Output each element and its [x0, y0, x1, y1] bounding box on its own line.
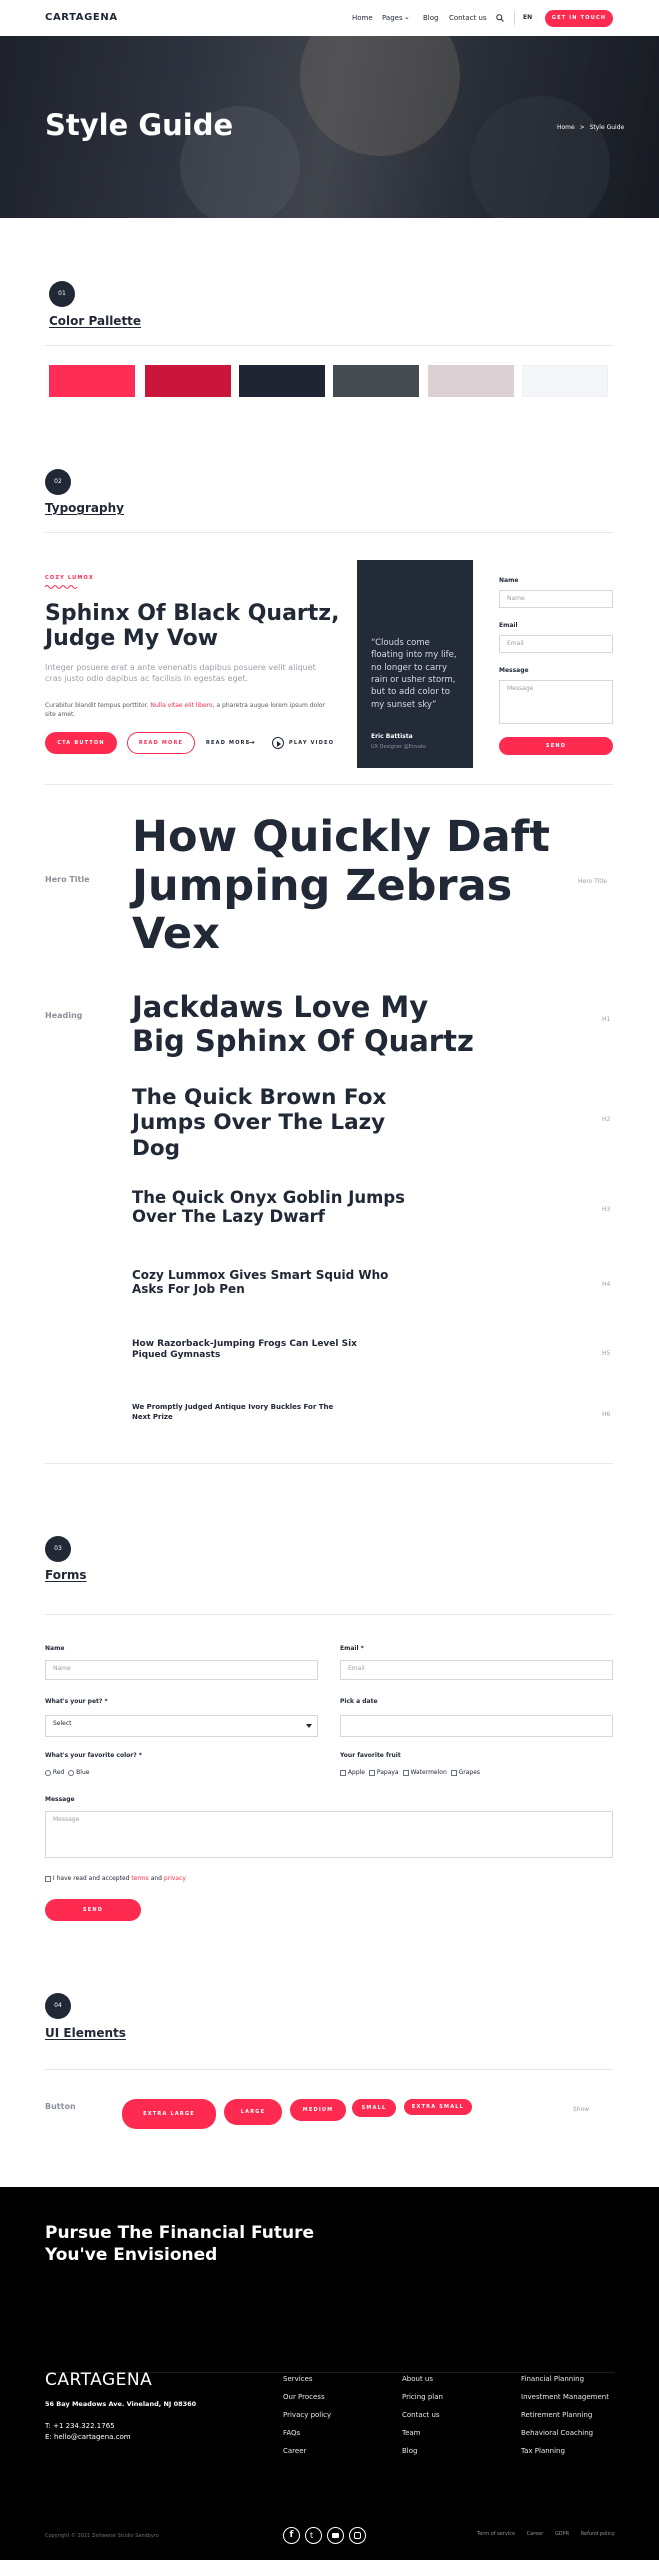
date-input[interactable] — [340, 1715, 613, 1737]
button-extra-small[interactable]: EXTRA SMALL — [404, 2099, 472, 2115]
consent-row: I have read and accepted terms and privacy — [45, 1875, 186, 1882]
hero-title-tag: Hero Title — [578, 878, 607, 885]
sample-headline: Sphinx Of Black Quartz, Judge My Vow — [45, 601, 340, 652]
play-icon[interactable] — [272, 737, 284, 749]
color-swatch-dark — [239, 365, 325, 397]
quote-text: “Clouds come floating into my life, no longer to carry rain or usher storm, but to add color to my sunset sky” — [371, 638, 457, 710]
section-number: 01 — [49, 281, 75, 307]
h4-tag: H4 — [602, 1281, 611, 1288]
footer-cta-title: Pursue The Financial Future You've Envisioned — [45, 2223, 315, 2265]
checkbox-papaya[interactable] — [369, 1770, 375, 1776]
h5-sample: How Razorback-Jumping Frogs Can Level Six Piqued Gymnasts — [132, 1339, 357, 1360]
divider — [45, 1463, 613, 1464]
color-question-label: What's your favorite color? * — [45, 1752, 142, 1759]
sample-body: Curabitur blandit tempus porttitor. Nulla vitae elit libero, a pharetra augue lorem ipsum dolor site amet. — [45, 702, 326, 719]
name-field[interactable]: Name — [499, 590, 613, 608]
h1-tag: H1 — [602, 1016, 611, 1023]
copyright: Copyright © 2021 Zeitweise Studio Sandbyro — [45, 2533, 159, 2539]
checkbox-watermelon[interactable] — [403, 1770, 409, 1776]
divider — [45, 532, 613, 533]
read-more-link[interactable]: READ MORE — [206, 740, 251, 746]
h2-tag: H2 — [602, 1116, 611, 1123]
heading-label: Heading — [45, 1011, 83, 1020]
legal-links — [477, 2531, 615, 2537]
footer-link[interactable]: Blog — [402, 2447, 418, 2455]
twitter-icon[interactable]: t — [305, 2527, 322, 2544]
email-label: Email * — [340, 1645, 364, 1652]
footer-link[interactable]: Retirement Planning — [521, 2411, 593, 2419]
footer-link[interactable]: Pricing plan — [402, 2393, 443, 2401]
footer-link[interactable]: Investment Management — [521, 2393, 609, 2401]
page-title: Style Guide — [45, 108, 234, 142]
get-in-touch-button[interactable]: GET IN TOUCH — [545, 10, 613, 27]
divider — [45, 345, 613, 346]
youtube-icon[interactable] — [327, 2527, 344, 2544]
chevron-down-icon: ⌄ — [404, 13, 410, 21]
form-email-label: Email — [499, 622, 518, 629]
footer-link[interactable]: About us — [402, 2375, 434, 2383]
footer-link[interactable]: Behavioral Coaching — [521, 2429, 594, 2437]
footer-link[interactable]: Team — [402, 2429, 421, 2437]
checkbox-grapes[interactable] — [451, 1770, 457, 1776]
name-input[interactable]: Name — [45, 1660, 318, 1680]
color-swatch-primary-dark — [145, 365, 231, 397]
color-radio-group: Red Blue — [45, 1769, 89, 1776]
wave-underline-icon — [45, 584, 79, 589]
divider — [45, 2069, 613, 2070]
language-switcher[interactable]: EN — [523, 14, 533, 21]
breadcrumb — [557, 124, 624, 131]
site-logo[interactable]: CARTAGENA — [45, 12, 118, 23]
legal-link[interactable]: Career — [526, 2531, 544, 2537]
quote-role: UX Designer @Envato — [371, 744, 427, 750]
form-message-label: Message — [499, 667, 529, 674]
form-name-label: Name — [499, 577, 519, 584]
message-textarea[interactable]: Message — [499, 680, 613, 724]
hero-banner — [0, 36, 659, 218]
h6-tag: H6 — [602, 1411, 611, 1418]
fruit-label: Your favorite fruit — [340, 1752, 401, 1759]
breadcrumb-separator: > — [579, 124, 585, 131]
h1-sample: Jackdaws Love My Big Sphinx Of Quartz — [132, 990, 474, 1059]
button-small[interactable]: SMALL — [352, 2099, 396, 2117]
checkbox-apple[interactable] — [340, 1770, 346, 1776]
footer-link[interactable]: Our Process — [283, 2393, 325, 2401]
email-input[interactable]: Email — [340, 1660, 613, 1680]
section-number: 02 — [45, 469, 71, 495]
hero-title-label: Hero Title — [45, 875, 90, 884]
play-video-link[interactable]: PLAY VIDEO — [289, 740, 335, 746]
divider — [45, 1614, 613, 1615]
footer-email[interactable]: E: hello@cartagena.com — [45, 2433, 131, 2441]
nav-blog[interactable]: Blog — [423, 14, 439, 22]
h5-tag: H5 — [602, 1350, 611, 1357]
email-field[interactable]: Email — [499, 635, 613, 653]
button-large[interactable]: LARGE — [224, 2099, 282, 2125]
h3-tag: H3 — [602, 1206, 611, 1213]
section-title-colors: Color Pallette — [49, 314, 142, 328]
section-number: 04 — [45, 1993, 71, 2019]
color-swatch-blush — [428, 365, 514, 397]
section-title-typography: Typography — [45, 501, 124, 515]
site-footer — [0, 2187, 659, 2560]
name-label: Name — [45, 1645, 65, 1652]
date-label: Pick a date — [340, 1698, 378, 1705]
breadcrumb-current: Style Guide — [589, 124, 625, 131]
button-medium[interactable]: MEDIUM — [290, 2099, 346, 2121]
radio-blue[interactable] — [68, 1770, 74, 1776]
facebook-icon[interactable]: f — [283, 2527, 300, 2544]
nav-home[interactable]: Home — [352, 14, 373, 22]
inline-link[interactable]: Nulla vitae elit libero, — [150, 702, 215, 709]
footer-link[interactable]: Tax Planning — [521, 2447, 565, 2455]
pet-select[interactable]: Select — [45, 1715, 318, 1737]
sample-lead: Integer posuere erat a ante venenatis dapibus posuere velit aliquet cras justo odio dapibus ac facilisis in egestas eget. — [45, 663, 316, 684]
footer-phone: T: +1 234.322.1765 — [45, 2422, 115, 2430]
legal-link[interactable]: GDPR — [554, 2531, 570, 2537]
radio-red[interactable] — [45, 1770, 51, 1776]
eyebrow-text: COZY LUMOX — [45, 575, 94, 581]
message-input[interactable]: Message — [45, 1811, 613, 1858]
button-label: Button — [45, 2102, 76, 2111]
fruit-checkbox-group: Apple Papaya Watermelon Grapes — [340, 1769, 480, 1776]
footer-link[interactable]: Financial Planning — [521, 2375, 585, 2383]
footer-link[interactable]: Privacy policy — [283, 2411, 332, 2419]
read-more-outline-button[interactable]: READ MORE — [127, 732, 195, 754]
show-toggle[interactable]: Show — [573, 2106, 590, 2113]
h6-sample: We Promptly Judged Antique Ivory Buckles For The Next Prize — [132, 1403, 334, 1421]
message-label: Message — [45, 1796, 75, 1803]
pet-label: What's your pet? * — [45, 1698, 108, 1705]
privacy-link[interactable]: privacy — [163, 1875, 186, 1882]
section-title-forms: Forms — [45, 1568, 87, 1582]
hero-title-sample: How Quickly Daft Jumping Zebras Vex — [132, 812, 550, 960]
header-divider — [514, 11, 515, 25]
legal-link[interactable]: Term of service — [477, 2531, 516, 2537]
nav-contact[interactable]: Contact us — [449, 14, 487, 22]
footer-address: 56 Bay Meadows Ave. Vineland, NJ 08360 — [45, 2400, 197, 2408]
breadcrumb-home[interactable]: Home — [557, 124, 575, 131]
consent-checkbox[interactable] — [45, 1876, 51, 1882]
color-swatch-primary — [49, 365, 135, 397]
button-extra-large[interactable]: EXTRA LARGE — [122, 2099, 216, 2129]
footer-link[interactable]: Contact us — [402, 2411, 440, 2419]
site-header — [0, 0, 659, 36]
nav-pages[interactable]: Pages — [382, 14, 403, 22]
cta-button[interactable]: CTA BUTTON — [45, 732, 117, 754]
color-swatch-light — [522, 365, 608, 397]
divider — [45, 784, 613, 785]
form-send-button[interactable]: SEND — [45, 1899, 141, 1921]
search-icon[interactable] — [496, 14, 504, 22]
color-swatch-gray — [333, 365, 419, 397]
legal-link[interactable]: Refund policy — [580, 2531, 615, 2537]
section-title-ui: UI Elements — [45, 2026, 126, 2040]
caret-down-icon — [306, 1724, 312, 1728]
footer-logo[interactable]: CARTAGENA — [45, 2370, 153, 2390]
terms-link[interactable]: terms — [131, 1875, 149, 1882]
footer-link[interactable]: Services — [283, 2375, 313, 2383]
arrow-right-icon: → — [248, 738, 255, 747]
h2-sample: The Quick Brown Fox Jumps Over The Lazy Dog — [132, 1085, 387, 1161]
instagram-icon[interactable] — [349, 2527, 366, 2544]
footer-link[interactable]: FAQs — [283, 2429, 301, 2437]
quote-card — [357, 560, 473, 768]
h4-sample: Cozy Lummox Gives Smart Squid Who Asks For Job Pen — [132, 1268, 389, 1297]
footer-link[interactable]: Career — [283, 2447, 307, 2455]
send-button[interactable]: SEND — [499, 737, 613, 755]
section-number: 03 — [45, 1536, 71, 1562]
quote-author: Eric Battista — [371, 733, 413, 740]
h3-sample: The Quick Onyx Goblin Jumps Over The Lazy Dwarf — [132, 1188, 405, 1227]
